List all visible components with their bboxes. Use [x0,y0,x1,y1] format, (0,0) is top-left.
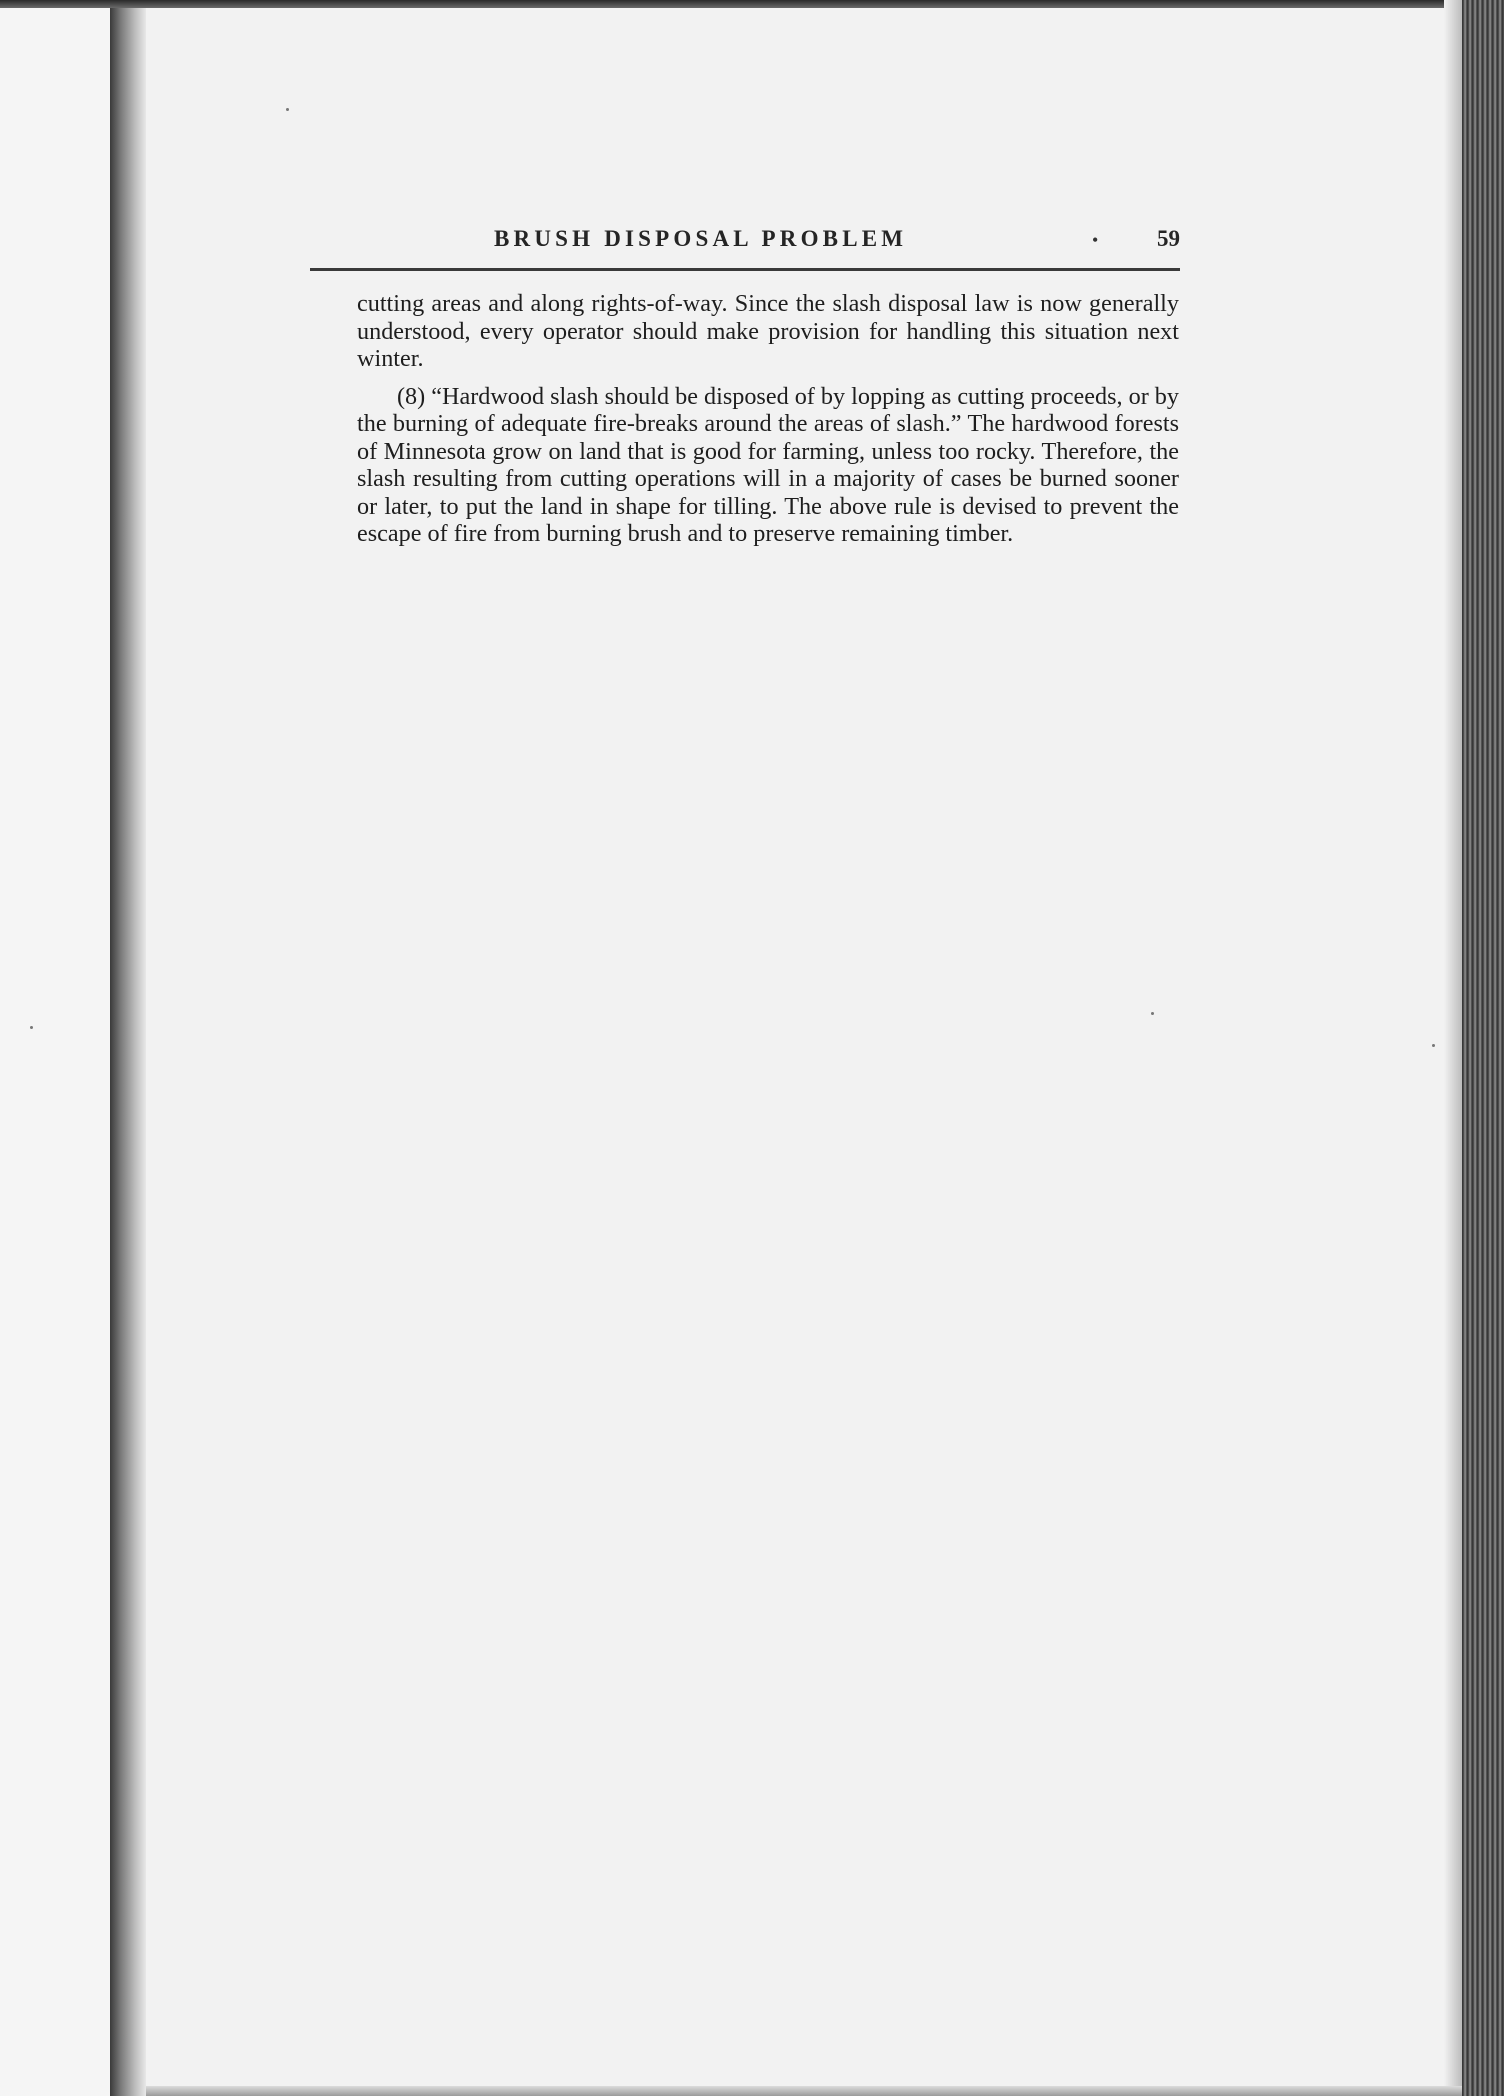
page-edge-stack [1462,0,1504,2096]
running-title: BRUSH DISPOSAL PROBLEM [494,226,908,251]
page-number: 59 [1157,226,1180,251]
scan-left-margin [0,0,110,2096]
scan-top-edge [0,0,1504,8]
paragraph-continuation: cutting areas and along rights-of-way. Since the slash disposal law is now generally understood, every operator should make provision for handling this situation next winter. [357,290,1179,372]
paragraph-rule-8: (8) “Hardwood slash should be disposed of by lopping as cutting proceeds, or by the burning of adequate fire-breaks around the areas of slash.” The hardwood forests of Minnesota grow on land that is good for farming, unless too rocky. Therefore, the slash resulting from cutting operations will in a majority of cases be burned sooner or later, to put the land in shape for tilling. The above rule is devised to prevent the escape of fire from burning brush and to preserve remaining timber. [357,382,1179,547]
scan-speck [1432,1044,1435,1047]
running-head-dot: • [1092,230,1099,250]
scan-bottom-edge [146,2086,1462,2096]
scan-speck [286,108,289,111]
binding-shadow [110,0,146,2096]
page-edge-shade [1444,0,1462,2096]
scan-speck [30,1026,33,1029]
body-text [357,290,1179,558]
scan-speck [1151,1012,1154,1015]
running-head [310,226,1180,262]
header-rule [310,268,1180,271]
